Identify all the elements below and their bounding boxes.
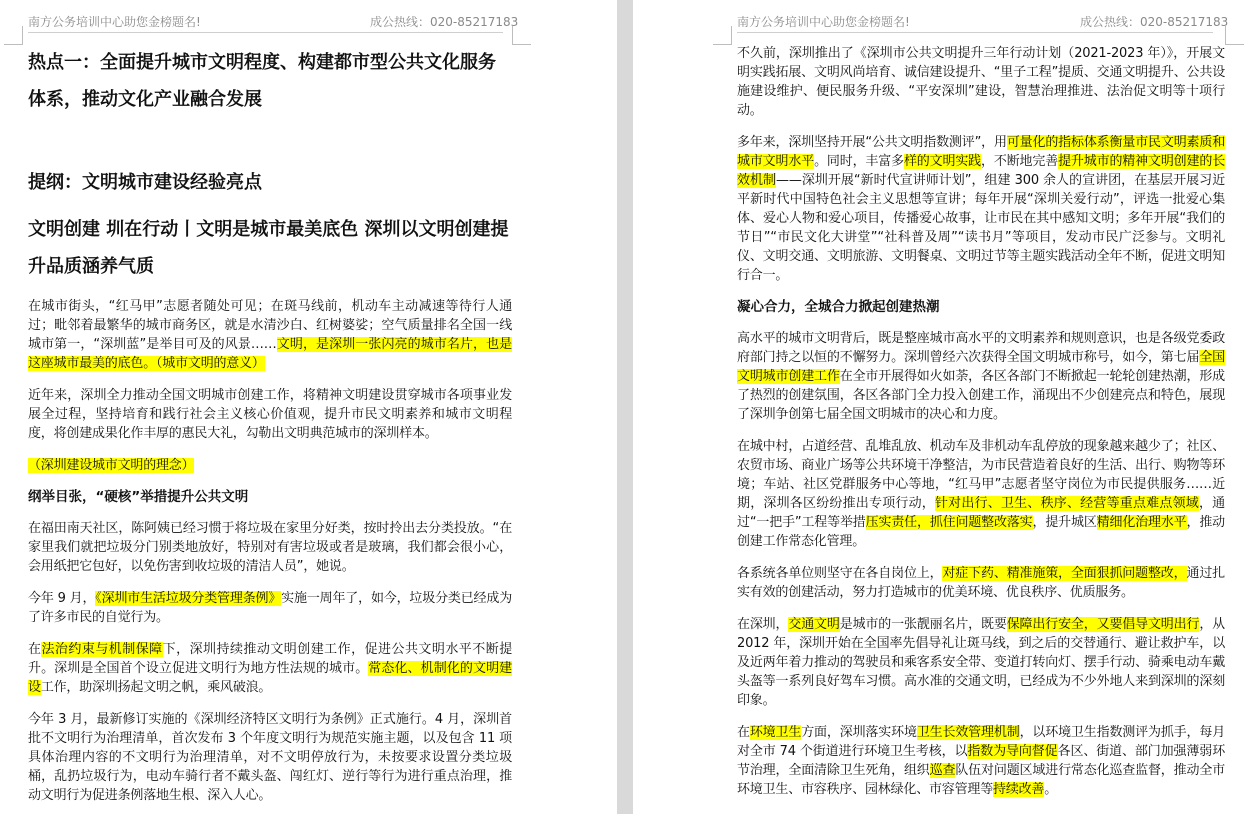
paragraph — [737, 437, 1225, 551]
header-right-text: 成公热线：020-85217183 — [370, 15, 519, 29]
text-run: 在 — [737, 725, 750, 740]
header-left-text: 南方公务培训中心助您金榜题名! — [737, 15, 910, 29]
paragraph: 近年来，深圳全力推动全国文明城市创建工作，将精神文明建设贯穿城市各项事业发展全过程，坚持培育和践行社会主义核心价值观，提升市民文明素养和城市文明程度，将创建成果化作丰厚的惠民大礼，勾勒出文明典范城市的深圳样本。 — [28, 388, 512, 441]
header-divider — [28, 32, 503, 33]
text-run: 实施一周年了，如今，垃圾分类已经成为了许多市民的自觉行为。 — [28, 591, 512, 625]
paragraph — [737, 329, 1225, 424]
text-run: 各系统各单位则坚守在各自岗位上， — [737, 566, 943, 581]
document-page-right — [633, 0, 1251, 814]
text-run: ，提升城区 — [1032, 515, 1097, 530]
highlighted-text: 法治约束与机制保障 — [41, 642, 163, 657]
text-run: 在 — [28, 642, 42, 657]
text-run: 是城市的一张靓丽名片，既要 — [839, 617, 1007, 632]
highlighted-text: 对症下药、精准施策，全面狠抓问题整改， — [942, 566, 1187, 581]
subheading: 纲举目张，“硬核”举措提升公共文明 — [28, 489, 249, 505]
header-divider — [737, 32, 1213, 33]
text-run: ，不断地完善 — [981, 154, 1059, 169]
paragraph: 今年 3 月，最新修订实施的《深圳经济特区文明行为条例》正式施行。4 月，深圳首批不文明行为治理清单，首次发布 3 个年度文明行为规范实施主题，以及包含 11 项具体治理内容的不文明行为治理清单，对不文明停放行为，未按要求设置分类垃圾桶，乱扔垃圾行为，电动车骑行者不戴头盔、闯红灯、逆行等行为进行重点治理，推动文明行为促进条例落地生根、深入人心。 — [28, 712, 512, 803]
highlighted-text: 可量化的指标体系衡量市民文明素质和城市文明水平 — [737, 135, 1225, 169]
highlighted-text: 精细化治理水平 — [1096, 515, 1187, 530]
text-run: 通过扎实有效的创建活动，努力打造城市的优美环境、优良秩序、优质服务。 — [737, 566, 1225, 600]
text-run: ，从 2012 年，深圳开始在全国率先倡导礼让斑马线，到之后的交替通行、避让救护车，以及近两年着力推动的驾驶员和乘客系安全带、变道打转向灯、摆手行动、骑乘电动车戴头盔等一系列良好驾车习惯。高水准的交通文明，已经成为不少外地人来到深圳的深刻印象。 — [737, 617, 1225, 708]
text-run: ——深圳开展“新时代宣讲师计划”，组建 300 余人的宣讲团，在基层开展习近平新时代中国特色社会主义思想等宣讲；每年开展“深圳关爱行动”，评选一批爱心集体、爱心人物和爱心项目，传播爱心故事，让市民在其中感知文明；多年开展“我们的节日”“市民文化大讲堂”“社科普及周”“读书月”等项目，发动市民广泛参与。文明礼仪、文明交通、文明旅游、文明餐桌、文明过节等主题实践活动全年不断，促进文明知行合一。 — [737, 173, 1225, 283]
text-run: 。同时，丰富多 — [814, 154, 904, 169]
highlighted-text: 指数为导向督促 — [967, 744, 1058, 759]
highlighted-text: 交通文明 — [788, 617, 840, 632]
crop-mark — [4, 26, 23, 45]
text-run: 今年 9 月， — [28, 591, 96, 606]
heading-hotspot: 热点一：全面提升城市文明程度、构建都市型公共文化服务体系，推动文化产业融合发展 — [28, 52, 496, 110]
paragraph — [28, 456, 512, 475]
text-run: 在深圳， — [737, 617, 789, 632]
crop-mark — [1225, 26, 1244, 45]
header-right-text: 成公热线：020-85217183 — [1080, 15, 1229, 29]
paragraph: 在福田南天社区，陈阿姨已经习惯于将垃圾在家里分好类，按时拎出去分类投放。“在家里我们就把垃圾分门别类地放好，特别对有害垃圾或者是玻璃，我们都会很小心，会用纸把它包好，以免伤害到收垃圾的清洁人员”，她说。 — [28, 521, 512, 574]
text-run: ，通过“一把手”工程等举措 — [737, 496, 1225, 530]
text-run: 多年来，深圳坚持开展“公共文明指数测评”，用 — [737, 135, 1007, 150]
text-run: 方面，深圳落实环境 — [801, 725, 917, 740]
text-run: 。 — [1044, 782, 1058, 797]
highlighted-text: 卫生长效管理机制 — [916, 725, 1020, 740]
paragraph — [737, 615, 1225, 710]
subheading: 凝心合力，全城合力掀起创建热潮 — [737, 299, 940, 315]
paragraph — [737, 133, 1225, 285]
highlighted-text: 针对出行、卫生、秩序、经营等重点难点领域 — [934, 496, 1199, 511]
text-run: 队伍对问题区域进行常态化巡查监督，推动全市环境卫生、市容秩序、园林绿化、市容管理等 — [737, 763, 1225, 797]
paragraph — [28, 297, 512, 373]
highlighted-text: 持续改善 — [993, 782, 1045, 797]
paragraph — [737, 723, 1225, 799]
text-run: 工作，助深圳扬起文明之帆，乘风破浪。 — [40, 680, 272, 695]
highlighted-text: 《深圳市生活垃圾分类管理条例》 — [95, 591, 282, 606]
highlighted-text: 压实责任，抓住问题整改落实 — [865, 515, 1033, 530]
highlighted-text: 保障出行安全，又要倡导文明出行 — [1006, 617, 1200, 632]
highlighted-text: 全国文明城市创建工作 — [737, 350, 1225, 384]
page-gutter — [617, 0, 633, 814]
text-run: 在城市街头，“红马甲”志愿者随处可见；在斑马线前，机动车主动减速等待行人通过；毗邻着最繁华的城市商务区，就是水清沙白、红树婆娑；空气质量排名全国一线城市第一，“深圳蓝”是举目可及的风景…… — [28, 299, 512, 352]
paragraph: 不久前，深圳推出了《深圳市公共文明提升三年行动计划（2021-2023 年）》，开展文明实践拓展、文明风尚培育、诚信建设提升、“里子工程”提质、交通文明提升、公共设施建设维护、便民服务升级、“平安深圳”建设，智慧治理推进、法治促文明等十项行动。 — [737, 46, 1225, 118]
paragraph — [28, 589, 512, 627]
page-body — [737, 44, 1225, 812]
page-body — [28, 44, 512, 814]
document-page-left — [0, 0, 617, 814]
text-run: ，以环境卫生指数测评为抓手，每月对全市 74 个街道进行环境卫生考核，以 — [737, 725, 1225, 759]
text-run: 下，深圳持续推动文明创建工作，促进公共文明水平不断提升。深圳是全国首个设立促进文明行为地方性法规的城市。 — [28, 642, 512, 676]
highlighted-text: 巡查 — [929, 763, 956, 778]
highlighted-text: 样的文明实践 — [903, 154, 982, 169]
heading-outline: 提纲：文明城市建设经验亮点 — [28, 172, 262, 193]
paragraph — [28, 640, 512, 697]
crop-mark — [713, 26, 732, 45]
highlighted-text: 常态化、机制化的文明建设 — [28, 661, 512, 695]
header-left-text: 南方公务培训中心助您金榜题名! — [28, 15, 201, 29]
highlighted-text: 文明，是深圳一张闪亮的城市名片，也是这座城市最美的底色。（城市文明的意义） — [28, 337, 512, 371]
highlighted-text: 提升城市的精神文明创建的长效机制 — [737, 154, 1225, 188]
text-run: 在全市开展得如火如荼，各区各部门不断掀起一轮轮创建热潮，形成了热烈的创建氛围，各区各部门全力投入创建工作，涌现出不少创建亮点和特色，展现了深圳争创第七届全国文明城市的决心和力度。 — [737, 369, 1225, 422]
highlighted-text: （深圳建设城市文明的理念） — [28, 458, 195, 473]
text-run: 在城中村，占道经营、乱堆乱放、机动车及非机动车乱停放的现象越来越少了；社区、农贸市场、商业广场等公共环境干净整洁，为市民营造着良好的生活、出行、购物等环境；车站、社区党群服务中心等地，“红马甲”志愿者坚守岗位为市民提供服务……近期，深圳各区纷纷推出专项行动， — [737, 439, 1225, 511]
highlighted-text: 环境卫生 — [749, 725, 802, 740]
text-run: ，推动创建工作常态化管理。 — [737, 515, 1225, 549]
heading-article-title: 文明创建 圳在行动丨文明是城市最美底色 深圳以文明创建提升品质涵养气质 — [28, 219, 509, 277]
crop-mark — [512, 26, 531, 45]
text-run: 高水平的城市文明背后，既是整座城市高水平的文明素养和规则意识，也是各级党委政府部门持之以恒的不懈努力。深圳曾经六次获得全国文明城市称号，如今，第七届 — [737, 331, 1225, 365]
paragraph — [737, 564, 1225, 602]
text-run: 各区、街道、部门加强薄弱环节治理，全面清除卫生死角，组织 — [737, 744, 1225, 778]
